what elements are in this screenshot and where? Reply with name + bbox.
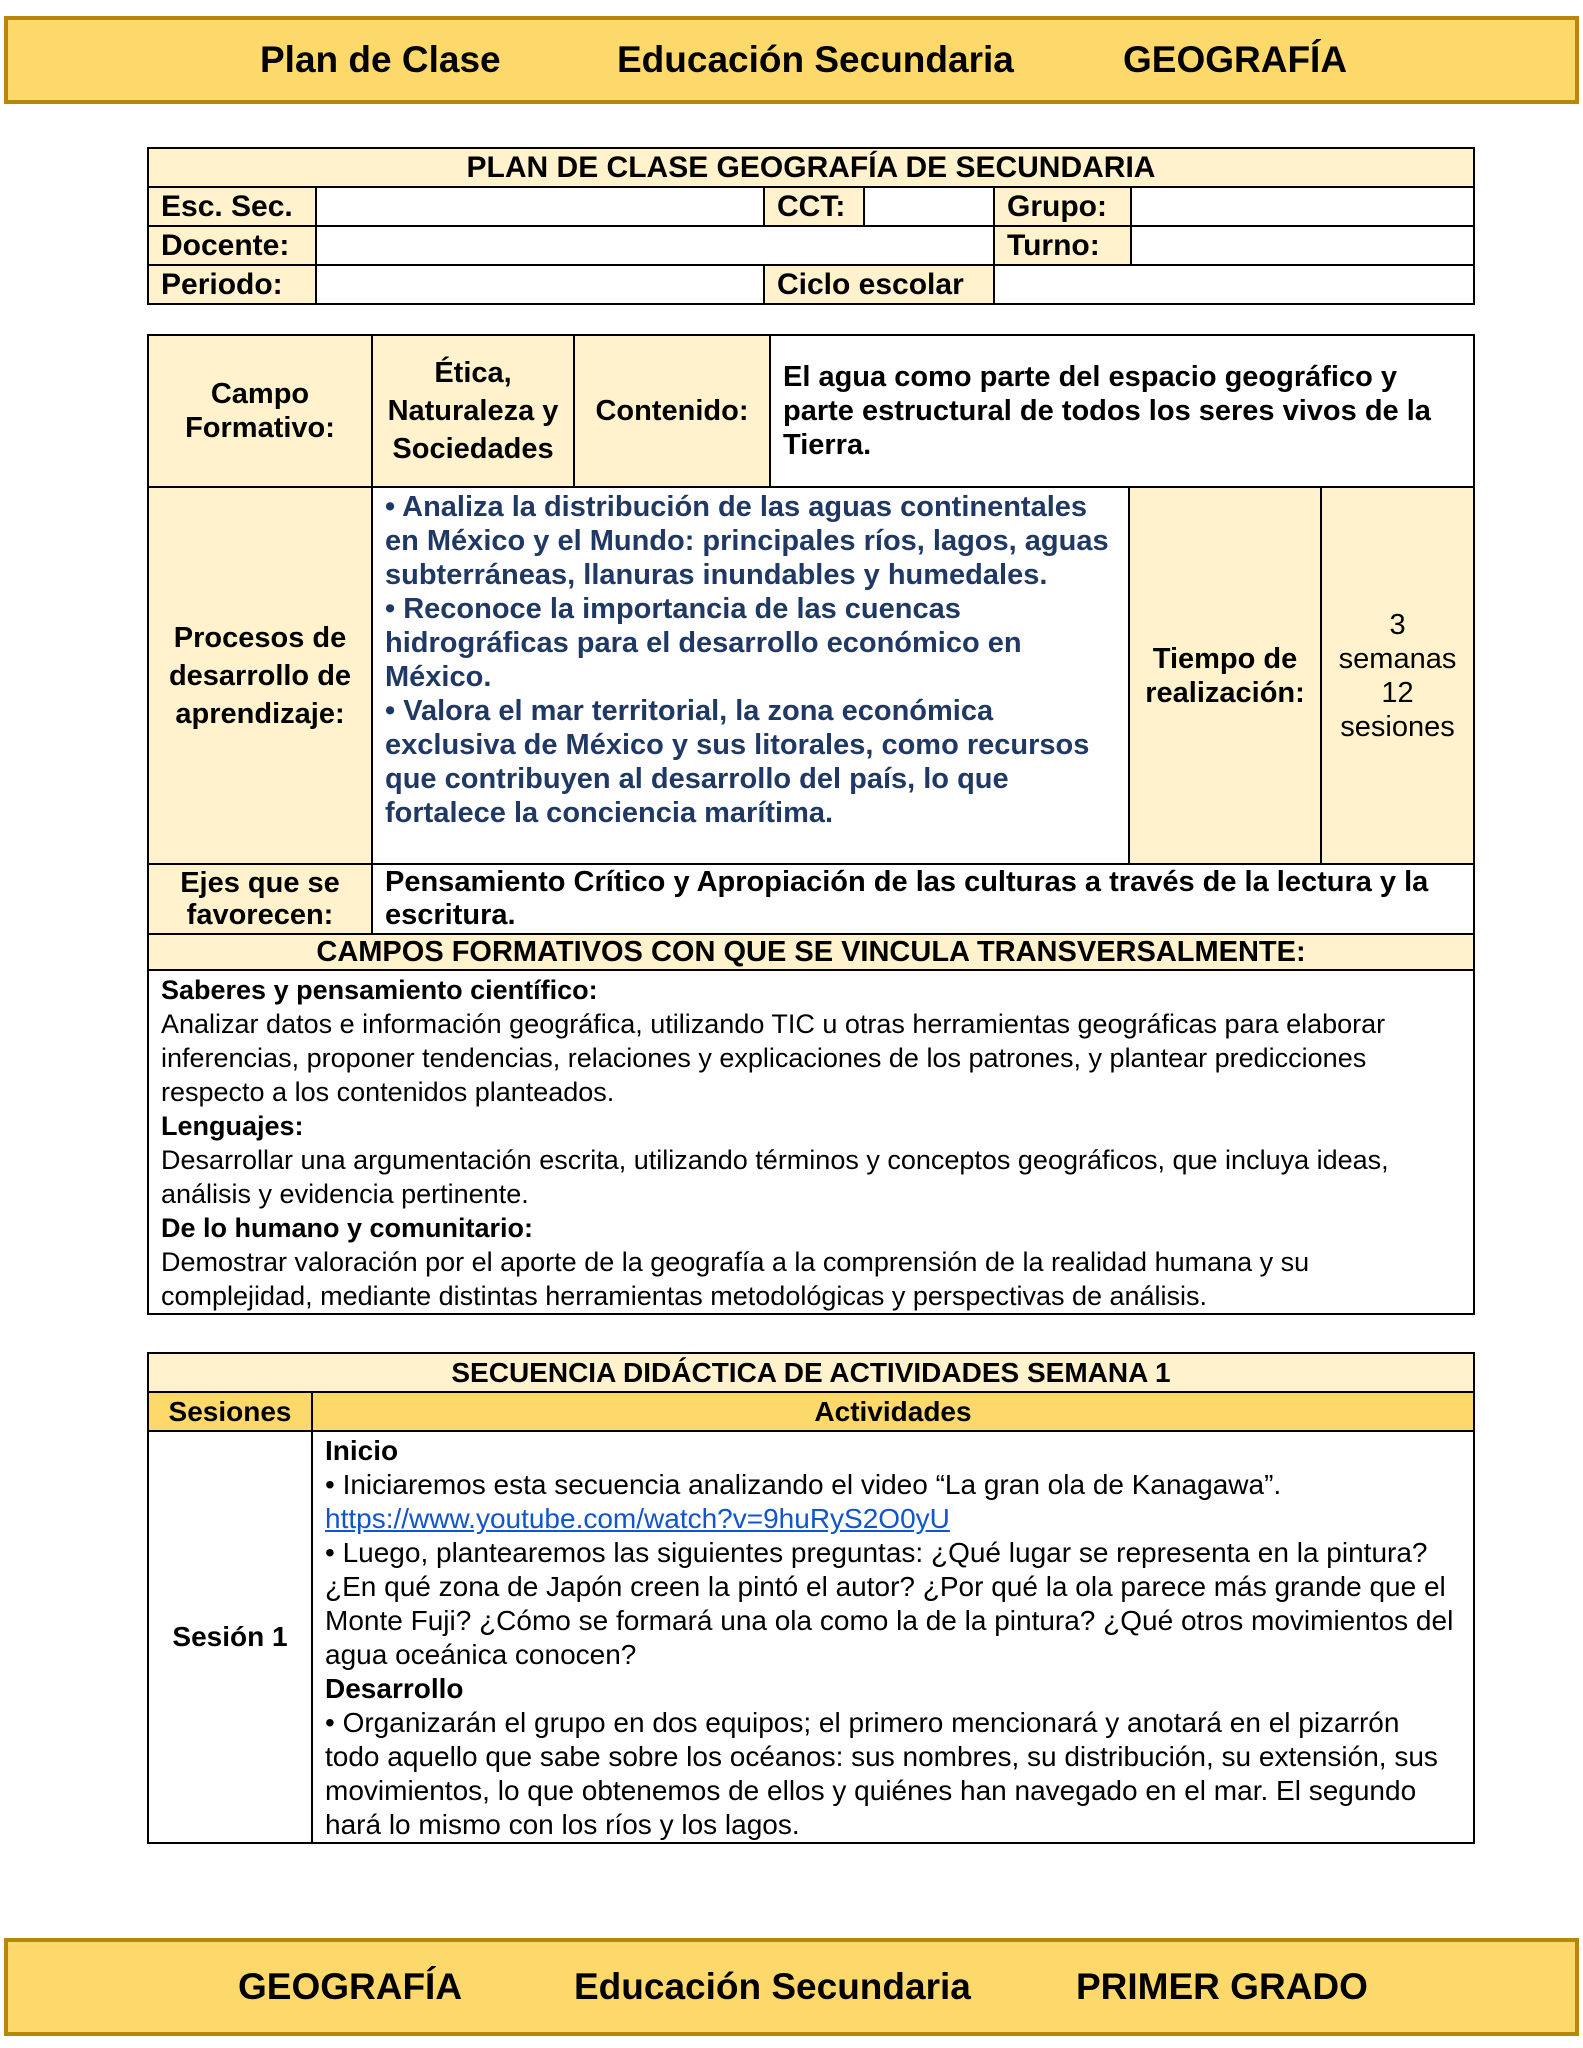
campos-transversales-body [148,970,1474,1314]
footer-left-label: GEOGRAFÍA [238,1966,463,2007]
procesos-list [372,487,1129,864]
campos-transversales-title: CAMPOS FORMATIVOS CON QUE SE VINCULA TRANSVERSALMENTE: [148,934,1474,970]
contenido-value: El agua como parte del espacio geográfico y parte estructural de todos los seres vivos de la Tierra. [770,335,1474,487]
plan-table [147,334,1475,1315]
sequence-table [147,1352,1475,1844]
tiempo-label: Tiempo de realización: [1129,487,1321,864]
campo-formativo-label: Campo Formativo: [148,335,372,487]
col-sesiones-header: Sesiones [148,1392,312,1431]
footer-right-label: PRIMER GRADO [1076,1966,1368,2007]
info-table-title: PLAN DE CLASE GEOGRAFÍA DE SECUNDARIA [148,148,1474,187]
proceso-item: • Valora el mar territorial, la zona económica exclusiva de México y sus litorales, como recursos que contribuyen al desarrollo del país, lo que fortalece la conciencia marítima. [385,695,1090,829]
header-right-label: GEOGRAFÍA [1123,39,1348,80]
contenido-label: Contenido: [574,335,770,487]
ejes-label: Ejes que se favorecen: [148,864,372,934]
session-activities [312,1431,1474,1843]
campo-text: Demostrar valoración por el aporte de la geografía a la comprensión de la realidad humana y su complejidad, mediante distintas herramientas metodológicas y perspectivas de análisis. [161,1247,1310,1311]
periodo-field[interactable] [316,265,764,304]
video-link[interactable]: https://www.youtube.com/watch?v=9huRyS2O0yU [325,1503,950,1534]
sequence-title: SECUENCIA DIDÁCTICA DE ACTIVIDADES SEMANA 1 [148,1353,1474,1392]
header-center-label: Educación Secundaria [617,39,1014,80]
desarrollo-heading: Desarrollo [325,1673,464,1704]
grupo-field[interactable] [1131,187,1474,226]
cct-label: CCT: [764,187,864,226]
inicio-paragraph: • Luego, plantearemos las siguientes preguntas: ¿Qué lugar se representa en la pintura? ¿En qué zona de Japón creen la pintó el autor? ¿Por qué la ola parece más grande que el Monte Fuji? ¿Cómo se formará una ola como la de la pintura? ¿Qué otros movimientos del agua oceánica conocen? [325,1537,1454,1670]
campo-heading: Lenguajes: [161,1111,304,1141]
footer-banner [4,1938,1579,2036]
header-banner [4,16,1579,104]
header-left-label: Plan de Clase [260,39,501,80]
docente-label: Docente: [148,226,316,265]
campo-text: Analizar datos e información geográfica, utilizando TIC u otras herramientas geográficas para elaborar inferencias, proponer tendencias, relaciones y explicaciones de los patrones, y plantear predicciones respecto a los contenidos planteados. [161,1009,1386,1107]
inicio-paragraph: • Iniciaremos esta secuencia analizando el video “La gran ola de Kanagawa”. [325,1469,1282,1500]
campo-formativo-value: Ética, Naturaleza y Sociedades [372,335,574,487]
proceso-item: • Analiza la distribución de las aguas continentales en México y el Mundo: principales ríos, lagos, aguas subterráneas, llanuras inundables y humedales. [385,491,1109,591]
procesos-label: Procesos de desarrollo de aprendizaje: [148,487,372,864]
ciclo-field[interactable] [994,265,1474,304]
esc-label: Esc. Sec. [148,187,316,226]
footer-center-label: Educación Secundaria [574,1966,971,2007]
col-actividades-header: Actividades [312,1392,1474,1431]
info-table [147,147,1475,305]
tiempo-value: 3 semanas 12 sesiones [1321,487,1474,864]
docente-field[interactable] [316,226,994,265]
proceso-item: • Reconoce la importancia de las cuencas hidrográficas para el desarrollo económico en México. [385,593,1022,693]
turno-label: Turno: [994,226,1131,265]
desarrollo-paragraph: • Organizarán el grupo en dos equipos; el primero mencionará y anotará en el pizarrón todo aquello que sabe sobre los océanos: sus nombres, su distribución, su extensión, sus movimientos, lo que obtenemos de ellos y quiénes han navegado en el mar. El segundo hará lo mismo con los ríos y los lagos. [325,1707,1438,1840]
periodo-label: Periodo: [148,265,316,304]
cct-field[interactable] [864,187,994,226]
grupo-label: Grupo: [994,187,1131,226]
ejes-value: Pensamiento Crítico y Apropiación de las culturas a través de la lectura y la escritura. [372,864,1474,934]
inicio-heading: Inicio [325,1435,399,1466]
session-label: Sesión 1 [148,1431,312,1843]
campo-text: Desarrollar una argumentación escrita, utilizando términos y conceptos geográficos, que incluya ideas, análisis y evidencia pertinente. [161,1145,1389,1209]
esc-field[interactable] [316,187,764,226]
turno-field[interactable] [1131,226,1474,265]
campo-heading: Saberes y pensamiento científico: [161,975,598,1005]
ciclo-label: Ciclo escolar [764,265,994,304]
campo-heading: De lo humano y comunitario: [161,1213,534,1243]
